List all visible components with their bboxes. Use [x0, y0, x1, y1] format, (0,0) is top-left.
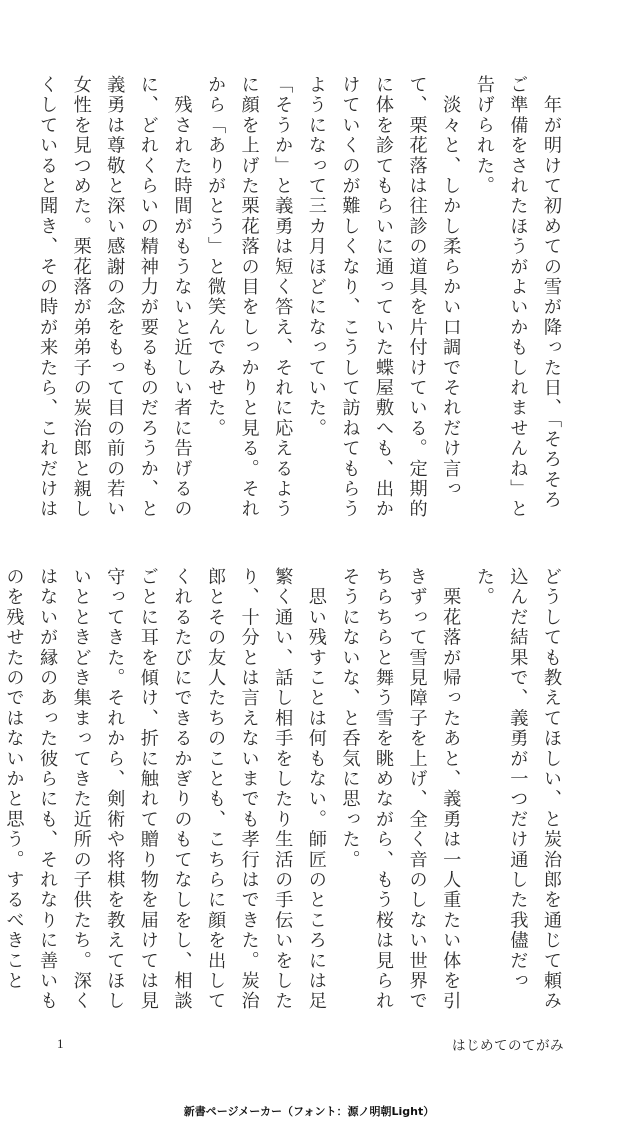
- generator-credit: 新書ページメーカー（フォント：源ノ明朝Light）: [183, 1105, 435, 1118]
- lower-text-block: どうしても教えてほしい、と炭治郎を通じて頼み込んだ結果で、義勇が一つだけ通した我儘だった。 栗花落が帰ったあと、義勇は一人重たい体を引きずって雪見障子を上げ、全く音のしない世界でちらちらと舞う雪を眺めながら、もう桜は見られそうにないな、と呑気に思った。 思い残すことは何もない。師匠のところには足繁く通い、話し相手をしたり生活の手伝いをしたり、十分とは言えないまでも孝行はできた。炭治郎とその友人たちのことも、こちらに顔を出してくれるたびにできるかぎりのもてなしをし、相談ごとに耳を傾け、折に触れて贈り物を届けては見守ってきた。それから、剣術や将棋を教えてほしいとときどき集まってきた近所の子供たち。深くはないが縁のあった彼らにも、それなりに善いものを残せたのではないかと思う。するべきこと: [3, 567, 562, 1012]
- upper-text-block: 年が明けて初めての雪が降った日、「そろそろご準備をされたほうがよいかもしれませんね」と告げられた。 淡々と、しかし柔らかい口調でそれだけ言って、栗花落は往診の道具を片付けている。定期的に体を診てもらいに通っていた蝶屋敷へも、出かけていくのが難しくなり、こうして訪ねてもらうようになって三カ月ほどになっていた。 「そうか」と義勇は短く答え、それに応えるように顔を上げた栗花落の目をしっかりと見る。それから「ありがとう」と微笑んでみせた。 残された時間がもうないと近しい者に告げるのに、どれくらいの精神力が要るものだろうか、と義勇は尊敬と深い感謝の念をもって目の前の若い女性を見つめた。栗花落が弟弟子の炭治郎と親しくしていると聞き、その時が来たら、これだけは: [37, 75, 562, 520]
- running-title: はじめてのてがみ: [452, 1038, 564, 1054]
- page-number: 1: [57, 1036, 64, 1051]
